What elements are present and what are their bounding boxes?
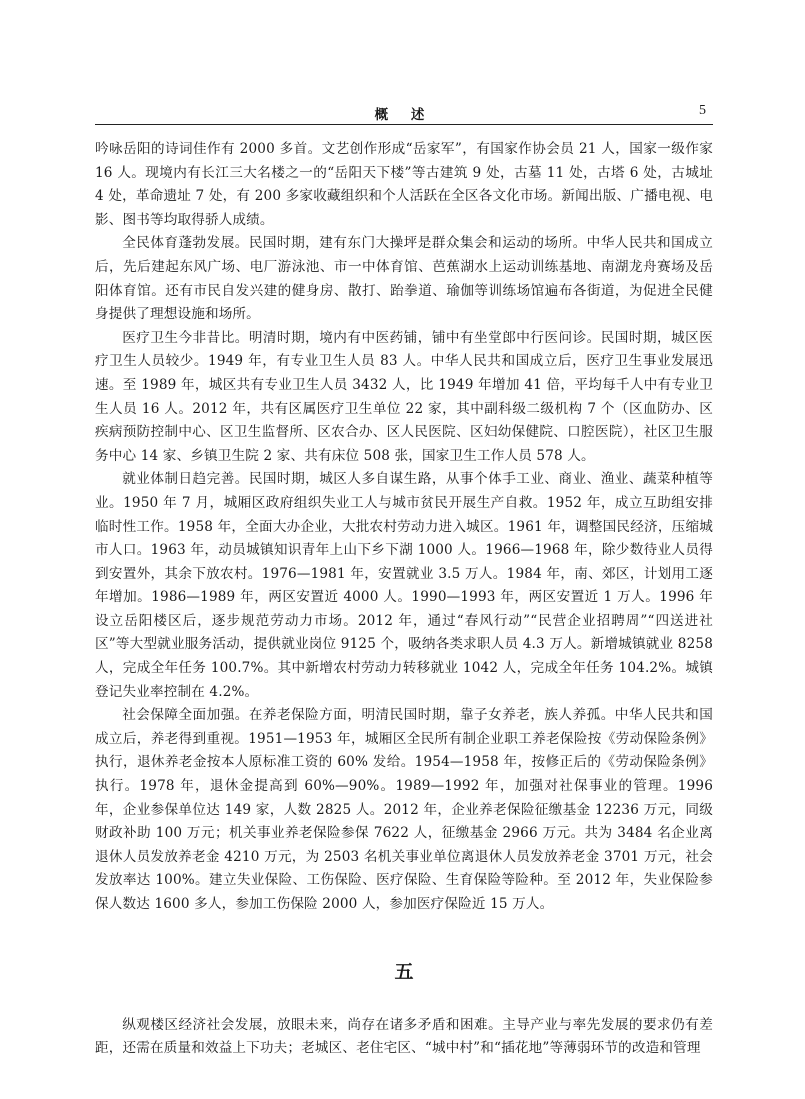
body-text: [95, 138, 713, 1061]
paragraph-culture: 吟咏岳阳的诗词佳作有 2000 多首。文艺创作形成“岳家军”，有国家作协会员 21 人，国家一级作家 16 人。现境内有长江三大名楼之一的“岳阳天下楼”等古建筑 9 处，古墓 11 处，古塔 6 处，古城址 4 处，革命遗址 7 处，有 200 多家收藏组织和个人活跃在全区各文化市场。新闻出版、广播电视、电影、图书等均取得骄人成绩。: [95, 141, 713, 228]
paragraph-employment: 就业体制日趋完善。民国时期，城区人多自谋生路，从事个体手工业、商业、渔业、蔬菜种植等业。1950 年 7 月，城厢区政府组织失业工人与城市贫民开展生产自救。1952 年，成立互助组安排临时性工作。1958 年，全面大办企业，大批农村劳动力进入城区。1961 年，调整国民经济，压缩城市人口。1963 年，动员城镇知识青年上山下乡下湖 1000 人。1966—1968 年，除少数待业人员得到安置外，其余下放农村。1976—1981 年，安置就业 3.5 万人。1984 年，南、郊区，计划用工逐年增加。1986—1989 年，两区安置近 4000 人。1990—1993 年，两区安置近 1 万人。1996 年设立岳阳楼区后，逐步规范劳动力市场。2012 年，通过“春风行动”“民营企业招聘周”“四送进社区”等大型就业服务活动，提供就业岗位 9125 个，吸纳各类求职人员 4.3 万人。新增城镇就业 8258 人，完成全年任务 100.7%。其中新增农村劳动力转移就业 1042 人，完成全年任务 104.2%。城镇登记失业率控制在 4.2%。: [95, 471, 713, 700]
chapter-title: 概 述: [374, 107, 434, 123]
section-heading: 五: [394, 960, 414, 983]
paragraph-outlook: 纵观楼区经济社会发展，放眼未来，尚存在诸多矛盾和困难。主导产业与率先发展的要求仍有差距，还需在质量和效益上下功夫；老城区、老住宅区、“城中村”和“插花地”等薄弱环节的改造和管理: [95, 1016, 713, 1057]
paragraph-social-security: 社会保障全面加强。在养老保险方面，明清民国时期，靠子女养老，族人养孤。中华人民共和国成立后，养老得到重视。1951—1953 年，城厢区全民所有制企业职工养老保险按《劳动保险条例》执行，退休养老金按本人原标准工资的 60% 发给。1954—1958 年，按修正后的《劳动保险条例》执行。1978 年，退休金提高到 60%—90%。1989—1992 年，加强对社保事业的管理。1996 年，企业参保单位达 149 家，人数 2825 人。2012 年，企业养老保险征缴基金 12236 万元，同级财政补助 100 万元；机关事业养老保险参保 7622 人，征缴基金 2966 万元。共为 3484 名企业离退休人员发放养老金 4210 万元，为 2503 名机关事业单位离退休人员发放养老金 3701 万元，社会发放率达 100%。建立失业保险、工伤保险、医疗保险、生育保险等险种。至 2012 年，失业保险参保人数达 1600 多人，参加工伤保险 2000 人，参加医疗保险近 15 万人。: [95, 707, 713, 912]
running-header: [95, 103, 713, 125]
page-number: 5: [699, 103, 706, 118]
paragraph-sports: 全民体育蓬勃发展。民国时期，建有东门大操坪是群众集会和运动的场所。中华人民共和国成立后，先后建起东风广场、电厂游泳池、市一中体育馆、芭蕉湖水上运动训练基地、南湖龙舟赛场及岳阳体育馆。还有市民自发兴建的健身房、散打、跆拳道、瑜伽等训练场馆遍布各街道，为促进全民健身提供了理想设施和场所。: [95, 235, 713, 323]
paragraph-health: 医疗卫生今非昔比。明清时期，境内有中医药铺，铺中有坐堂郎中行医问诊。民国时期，城区医疗卫生人员较少。1949 年，有专业卫生人员 83 人。中华人民共和国成立后，医疗卫生事业发展迅速。至 1989 年，城区共有专业卫生人员 3432 人，比 1949 年增加 41 倍，平均每千人中有专业卫生人员 16 人。2012 年，共有区属医疗卫生单位 22 家，其中副科级二级机构 7 个（区血防办、区疾病预防控制中心、区卫生监督所、区农合办、区人民医院、区妇幼保健院、口腔医院），社区卫生服务中心 14 家、乡镇卫生院 2 家、共有床位 508 张，国家卫生工作人员 578 人。: [95, 329, 713, 464]
